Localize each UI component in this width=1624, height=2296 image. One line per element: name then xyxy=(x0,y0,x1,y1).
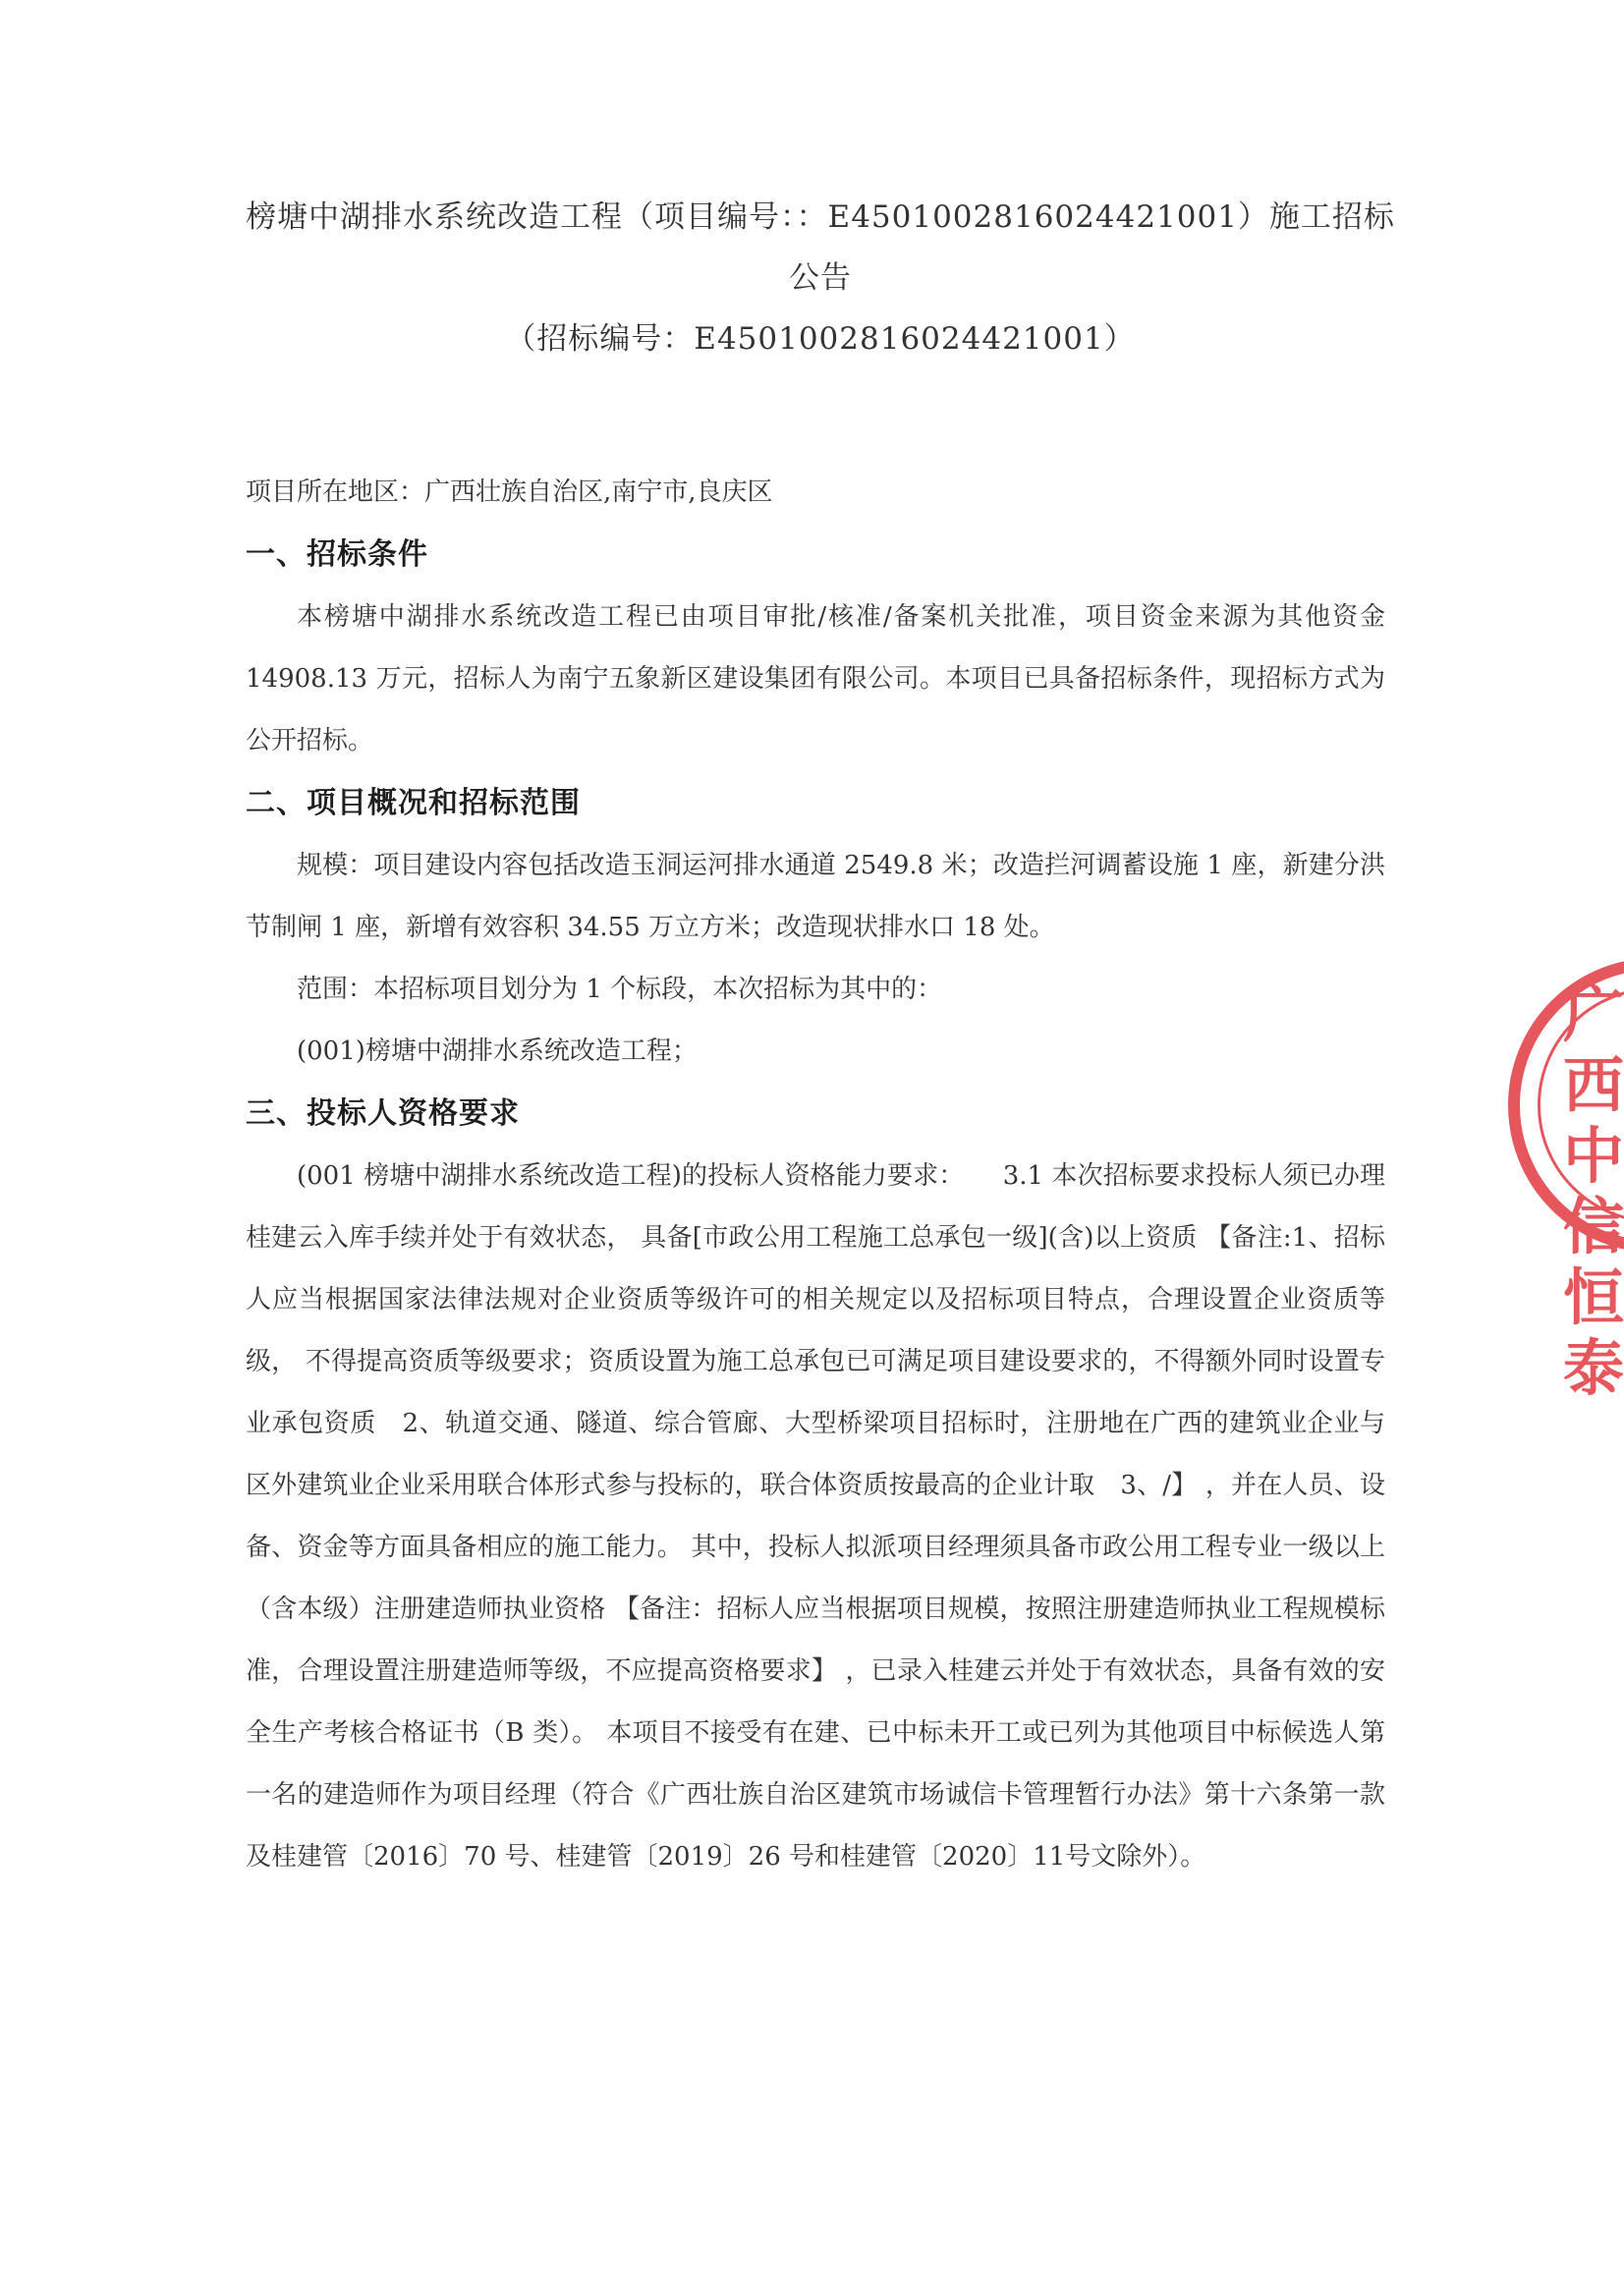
section-2-scale-paragraph: 规模：项目建设内容包括改造玉洞运河排水通道 2549.8 米；改造拦河调蓄设施 1 座，新建分洪节制闸 1 座，新增有效容积 34.55 万立方米；改造现状排水口 18 处。 xyxy=(246,851,1385,942)
title-sub: （招标编号：E4501002816024421001） xyxy=(505,321,1136,357)
section-heading-1: 一、招标条件 xyxy=(246,537,428,572)
document-body xyxy=(246,462,1385,1888)
document-title xyxy=(246,187,1395,369)
title-main: 榜塘中湖排水系统改造工程（项目编号：：E4501002816024421001）施工招标公告 xyxy=(246,199,1395,296)
seal-text: 广西中信恒泰 xyxy=(1562,979,1624,1404)
section-2-lot-paragraph: (001)榜塘中湖排水系统改造工程； xyxy=(297,1036,698,1066)
section-2-scope-paragraph: 范围：本招标项目划分为 1 个标段，本次招标为其中的： xyxy=(297,975,943,1004)
company-seal-stamp xyxy=(1508,958,1624,1404)
section-3-paragraph: (001 榜塘中湖排水系统改造工程)的投标人资格能力要求： 3.1 本次招标要求投标人须已办理桂建云入库手续并处于有效状态， 具备[市政公用工程施工总承包一级](含)以上资质 【备注:1、招标人应当根据国家法律法规对企业资质等级许可的相关规定以及招标项目特点，合理设置企业资质等级， 不得提高资质等级要求；资质设置为施工总承包已可满足项目建设要求的，不得额外同时设置专业承包资质 2、轨道交通、隧道、综合管廊、大型桥梁项目招标时，注册地在广西的建筑业企业与区外建筑业企业采用联合体形式参与投标的，联合体资质按最高的企业计取 3、/】 ，并在人员、设备、资金等方面具备相应的施工能力。 其中，投标人拟派项目经理须具备市政公用工程专业一级以上（含本级）注册建造师执业资格 【备注：招标人应当根据项目规模，按照注册建造师执业工程规模标准，合理设置注册建造师等级，不应提高资格要求】 ，已录入桂建云并处于有效状态，具备有效的安全生产考核合格证书（B 类）。 本项目不接受有在建、已中标未开工或已列为其他项目中标候选人第一名的建造师作为项目经理（符合《广西壮族自治区建筑市场诚信卡管理暂行办法》第十六条第一款及桂建管〔2016〕70 号、桂建管〔2019〕26 号和桂建管〔2020〕11号文除外）。 xyxy=(246,1161,1385,1872)
project-location: 项目所在地区：广西壮族自治区,南宁市,良庆区 xyxy=(246,477,773,507)
section-1-paragraph: 本榜塘中湖排水系统改造工程已由项目审批/核准/备案机关批准，项目资金来源为其他资金 14908.13 万元，招标人为南宁五象新区建设集团有限公司。本项目已具备招标条件，现招标方式为公开招标。 xyxy=(246,602,1385,756)
section-heading-3: 三、投标人资格要求 xyxy=(246,1096,520,1131)
section-heading-2: 二、项目概况和招标范围 xyxy=(246,786,581,820)
